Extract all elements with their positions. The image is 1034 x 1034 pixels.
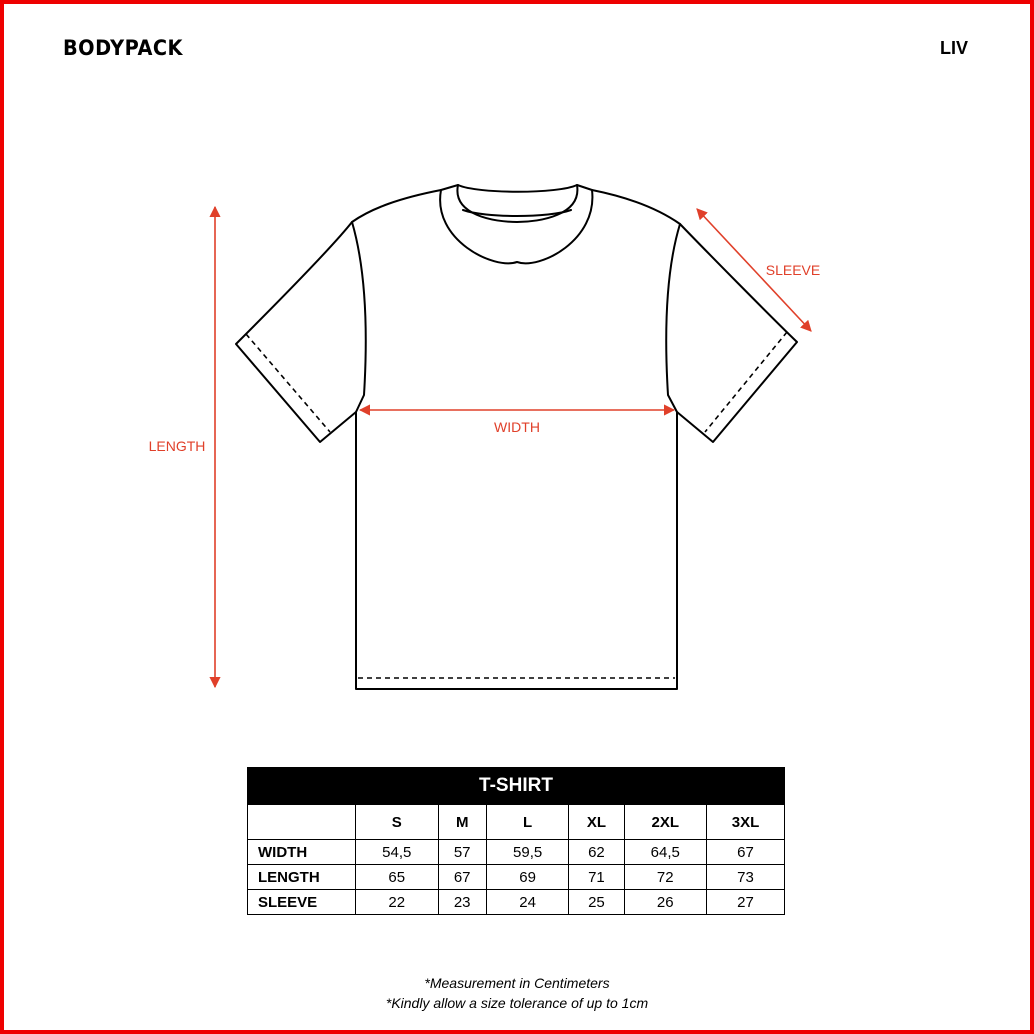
size-header: 3XL	[707, 805, 785, 840]
footnote-units: *Measurement in Centimeters	[424, 975, 610, 991]
table-cell: 57	[438, 840, 486, 865]
table-cell: 64,5	[624, 840, 707, 865]
table-title-row	[248, 768, 785, 805]
row-label: LENGTH	[248, 865, 356, 890]
right-armhole	[666, 224, 680, 412]
collar-outer	[440, 185, 592, 263]
size-header: S	[356, 805, 439, 840]
table-cell: 67	[707, 840, 785, 865]
table-header-row	[248, 805, 785, 840]
table-cell: 72	[624, 865, 707, 890]
table-cell: 67	[438, 865, 486, 890]
table-cell: 65	[356, 865, 439, 890]
sleeve-label: SLEEVE	[765, 262, 821, 278]
table-cell: 73	[707, 865, 785, 890]
size-header: M	[438, 805, 486, 840]
size-chart-table	[247, 767, 785, 915]
left-armhole	[352, 222, 366, 412]
length-label: LENGTH	[148, 438, 206, 454]
width-label: WIDTH	[494, 419, 540, 435]
table-cell: 54,5	[356, 840, 439, 865]
size-header: L	[486, 805, 569, 840]
table-cell: 24	[486, 890, 569, 915]
tshirt-outline	[236, 185, 797, 689]
shirt-body	[236, 190, 797, 689]
footnote-tolerance: *Kindly allow a size tolerance of up to 1cm	[385, 995, 649, 1011]
right-sleeve-hem	[705, 332, 787, 432]
table-cell: 62	[569, 840, 624, 865]
model-name: LIV	[940, 38, 969, 58]
brand-logo: BODYPACK	[63, 36, 183, 60]
size-header: 2XL	[624, 805, 707, 840]
table-cell: 23	[438, 890, 486, 915]
table-cell: 69	[486, 865, 569, 890]
table-cell: 71	[569, 865, 624, 890]
table-row	[248, 840, 785, 865]
footnotes	[0, 973, 1034, 1013]
table-row	[248, 865, 785, 890]
table-title: T-SHIRT	[248, 768, 785, 805]
header-empty-cell	[248, 805, 356, 840]
table-cell: 22	[356, 890, 439, 915]
table-cell: 26	[624, 890, 707, 915]
table-cell: 27	[707, 890, 785, 915]
table-row	[248, 890, 785, 915]
row-label: SLEEVE	[248, 890, 356, 915]
row-label: WIDTH	[248, 840, 356, 865]
left-sleeve-hem	[246, 334, 330, 432]
size-header: XL	[569, 805, 624, 840]
table-cell: 25	[569, 890, 624, 915]
hem-stitching	[246, 332, 787, 678]
table-cell: 59,5	[486, 840, 569, 865]
